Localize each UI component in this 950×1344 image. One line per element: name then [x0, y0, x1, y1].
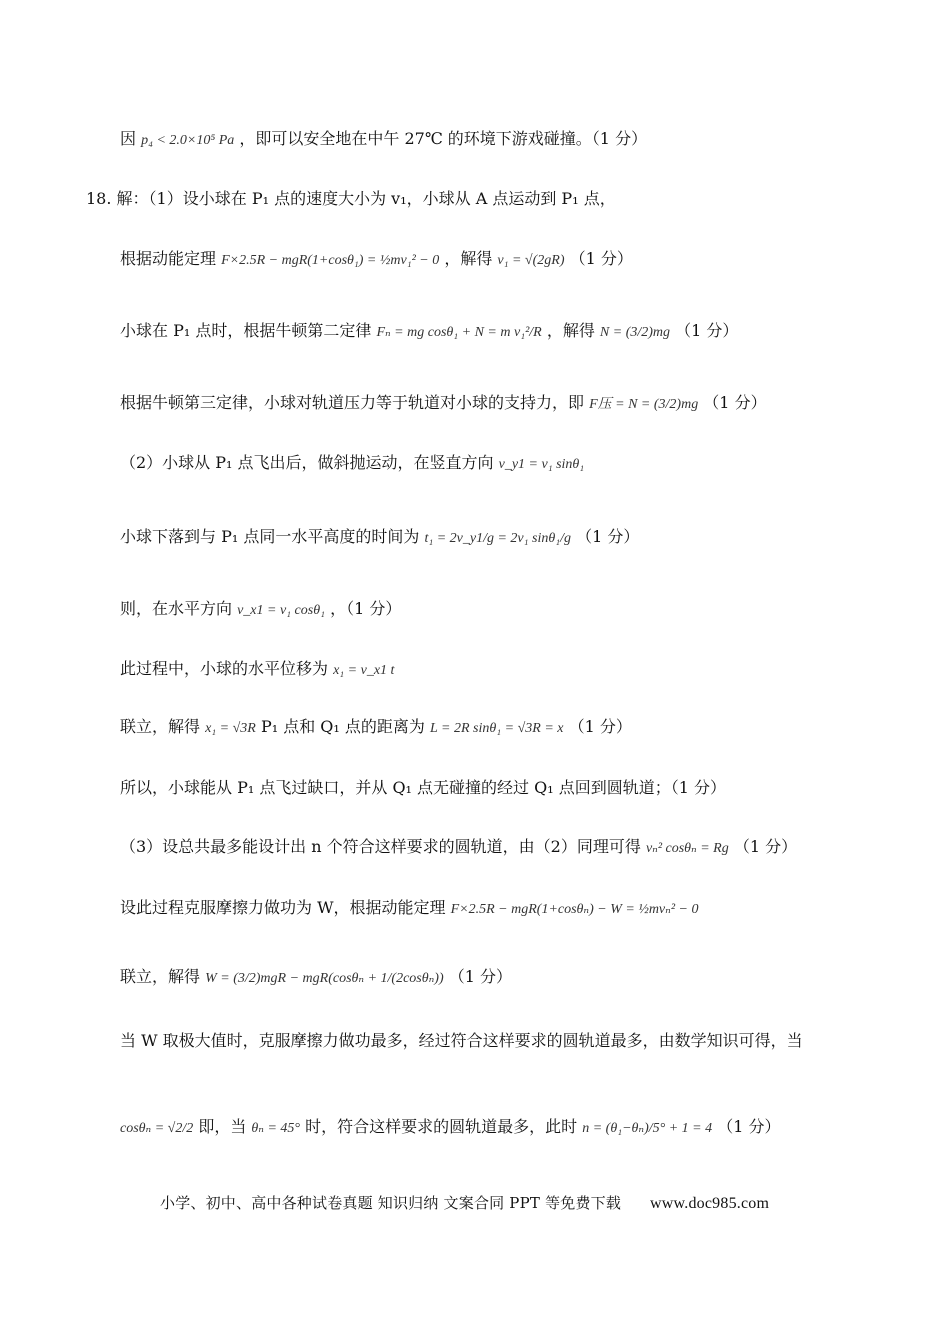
line-9 — [120, 658, 394, 682]
formula: t₁ = 2v_y1/g = 2v₁ sinθ₁/g — [424, 531, 571, 546]
text: 此过程中，小球的水平位移为 — [120, 659, 334, 678]
score: （1 分） — [568, 717, 632, 736]
text: ，解得 — [444, 249, 498, 268]
text: 当 W 取极大值时，克服摩擦力做功最多，经过符合这样要求的圆轨道最多，由数学知识可得，当 — [120, 1031, 803, 1050]
line-3 — [120, 248, 633, 272]
line-12 — [120, 836, 797, 860]
text: ，即可以安全地在中午 27℃ 的环境下游戏碰撞。（1 分） — [239, 129, 648, 148]
text: 联立，解得 — [120, 717, 206, 736]
score: （1 分） — [733, 837, 798, 856]
formula: cosθₙ = √2/2 — [120, 1121, 194, 1136]
text: 根据动能定理 — [120, 249, 222, 268]
line-8 — [120, 598, 401, 622]
formula: F×2.5R − mgR(1+cosθ₁) = ½mv₁² − 0 — [221, 253, 440, 268]
line-5 — [120, 392, 767, 416]
formula: n = (θ₁−θₙ)/5° + 1 = 4 — [582, 1121, 713, 1136]
formula: v_x1 = v₁ cosθ₁ — [237, 603, 325, 618]
text: 根据牛顿第三定律，小球对轨道压力等于轨道对小球的支持力，即 — [120, 393, 590, 412]
text: 即，当 — [198, 1117, 252, 1136]
footer-text: 小学、初中、高中各种试卷真题 知识归纳 文案合同 PPT 等免费下载 — [160, 1194, 622, 1212]
score: （1 分） — [569, 249, 633, 268]
formula: p₄ < 2.0×10⁵ Pa — [141, 133, 235, 148]
line-6 — [120, 452, 584, 476]
footer — [160, 1192, 769, 1213]
line-10 — [120, 716, 632, 740]
formula: Fₙ = mg cosθ₁ + N = m v₁²/R — [376, 325, 542, 340]
line-7 — [120, 526, 639, 550]
formula: W = (3/2)mgR − mgR(cosθₙ + 1/(2cosθₙ)) — [205, 971, 444, 986]
text: 则，在水平方向 — [120, 599, 238, 618]
line-13 — [120, 897, 698, 921]
text: 小球下落到与 P₁ 点同一水平高度的时间为 — [120, 527, 425, 546]
text: 联立，解得 — [120, 967, 206, 986]
text: 解：（1）设小球在 P₁ 点的速度大小为 v₁，小球从 A 点运动到 P₁ 点， — [116, 189, 616, 208]
formula: x₁ = v_x1 t — [333, 663, 395, 678]
formula: vₙ² cosθₙ = Rg — [645, 841, 729, 856]
line-11 — [120, 777, 726, 801]
line-4 — [120, 320, 738, 344]
text: 时，符合这样要求的圆轨道最多，此时 — [305, 1117, 583, 1136]
formula: x₁ = √3R — [205, 721, 256, 736]
line-16 — [120, 1116, 781, 1140]
formula: L = 2R sinθ₁ = √3R = x — [430, 721, 564, 736]
score: （1 分） — [675, 321, 739, 340]
formula: F×2.5R − mgR(1+cosθₙ) − W = ½mvₙ² − 0 — [450, 902, 699, 917]
score: ，（1 分） — [330, 599, 402, 618]
question-line — [86, 188, 616, 210]
text: （3）设总共最多能设计出 n 个符合这样要求的圆轨道，由（2）同理可得 — [120, 837, 646, 856]
text: ，解得 — [546, 321, 600, 340]
formula: θₙ = 45° — [251, 1121, 301, 1136]
formula: v₁ = √(2gR) — [497, 253, 565, 268]
text: 小球在 P₁ 点时，根据牛顿第二定律 — [120, 321, 377, 340]
text: 设此过程克服摩擦力做功为 W，根据动能定理 — [120, 898, 451, 917]
question-number: 18. — [86, 189, 112, 208]
text: P₁ 点和 Q₁ 点的距离为 — [260, 717, 431, 736]
score: （1 分） — [448, 967, 512, 986]
score: （1 分） — [717, 1117, 781, 1136]
text: 因 — [120, 129, 142, 148]
line-14 — [120, 966, 512, 990]
score: （1 分） — [576, 527, 640, 546]
line-15 — [120, 1030, 803, 1054]
formula: F压 = N = (3/2)mg — [589, 397, 699, 412]
footer-link[interactable]: www.doc985.com — [650, 1195, 770, 1212]
score: （1 分） — [703, 393, 767, 412]
line-1 — [120, 128, 647, 152]
text: （2）小球从 P₁ 点飞出后，做斜抛运动，在竖直方向 — [120, 453, 499, 472]
formula: N = (3/2)mg — [599, 325, 671, 340]
formula: v_y1 = v₁ sinθ₁ — [498, 457, 585, 472]
text: 所以，小球能从 P₁ 点飞过缺口，并从 Q₁ 点无碰撞的经过 Q₁ 点回到圆轨道；（1 分） — [120, 778, 727, 797]
